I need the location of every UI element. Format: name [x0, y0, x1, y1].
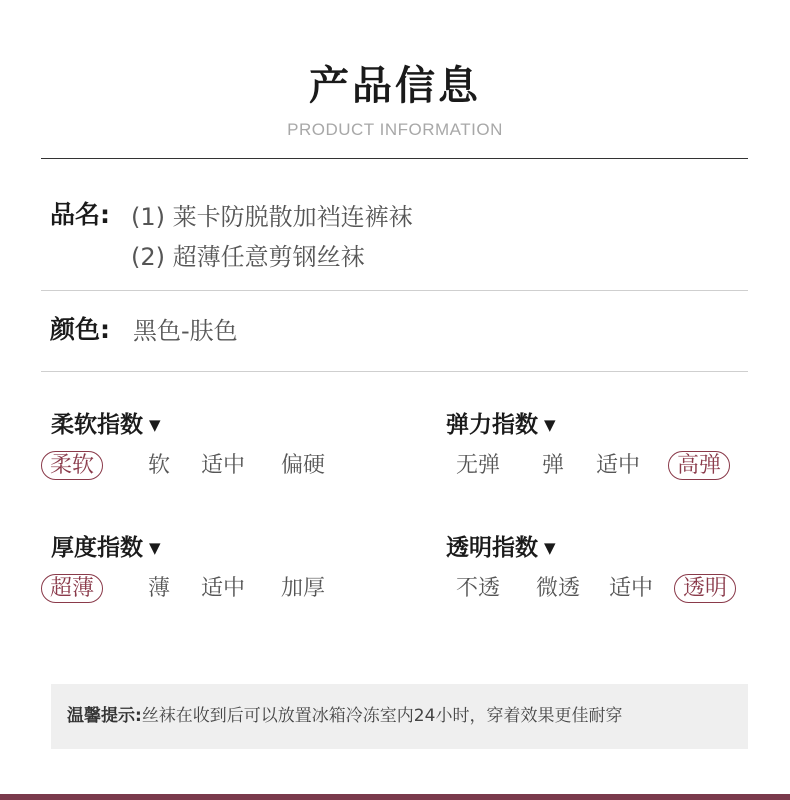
index-title [51, 409, 161, 443]
color-label: 颜色: [50, 315, 110, 344]
index-option: 软 [148, 453, 171, 478]
thickness-index [50, 532, 326, 601]
index-option: 适中 [609, 576, 654, 601]
index-option: 偏硬 [281, 453, 326, 478]
index-title [446, 409, 556, 443]
index-option-selected: 超薄 [41, 574, 103, 603]
index-option-selected: 柔软 [41, 451, 103, 480]
color-value: 黑色-肤色 [133, 317, 238, 345]
tip-text [67, 704, 622, 728]
section-divider [41, 371, 748, 372]
section-divider [41, 290, 748, 291]
index-option: 薄 [148, 576, 171, 601]
tip-content: 丝袜在收到后可以放置冰箱冷冻室内24小时，穿着效果更佳耐穿 [141, 706, 623, 726]
product-name-line-2: (2) 超薄任意剪钢丝袜 [131, 243, 365, 271]
product-name-line-1: (1) 莱卡防脱散加裆连裤袜 [131, 203, 413, 231]
tip-box [51, 684, 748, 749]
page-title: 产品信息 [309, 63, 481, 109]
index-title-text: 透明指数 [446, 535, 538, 561]
index-title-text: 柔软指数 [51, 412, 143, 438]
header-divider [41, 158, 748, 159]
transparency-index [446, 532, 728, 601]
index-title [446, 532, 556, 566]
index-option: 加厚 [281, 576, 326, 601]
softness-index [50, 409, 326, 478]
triangle-down-icon: ▼ [544, 539, 556, 557]
index-title [51, 532, 161, 566]
index-title-text: 弹力指数 [446, 412, 538, 438]
index-option: 适中 [596, 453, 641, 478]
index-option: 弹 [542, 453, 565, 478]
triangle-down-icon: ▼ [149, 539, 161, 557]
triangle-down-icon: ▼ [544, 416, 556, 434]
product-name-label: 品名: [50, 200, 110, 229]
bottom-bar [0, 794, 790, 800]
index-title-text: 厚度指数 [51, 535, 143, 561]
index-option: 不透 [456, 576, 501, 601]
triangle-down-icon: ▼ [149, 416, 161, 434]
index-option: 适中 [201, 576, 246, 601]
index-option: 无弹 [456, 453, 501, 478]
tip-label: 温馨提示: [67, 706, 142, 726]
index-option-selected: 高弹 [668, 451, 730, 480]
index-option: 适中 [201, 453, 246, 478]
elasticity-index [446, 409, 722, 478]
index-option: 微透 [536, 576, 581, 601]
index-option-selected: 透明 [674, 574, 736, 603]
page-subtitle: PRODUCT INFORMATION [287, 120, 503, 139]
